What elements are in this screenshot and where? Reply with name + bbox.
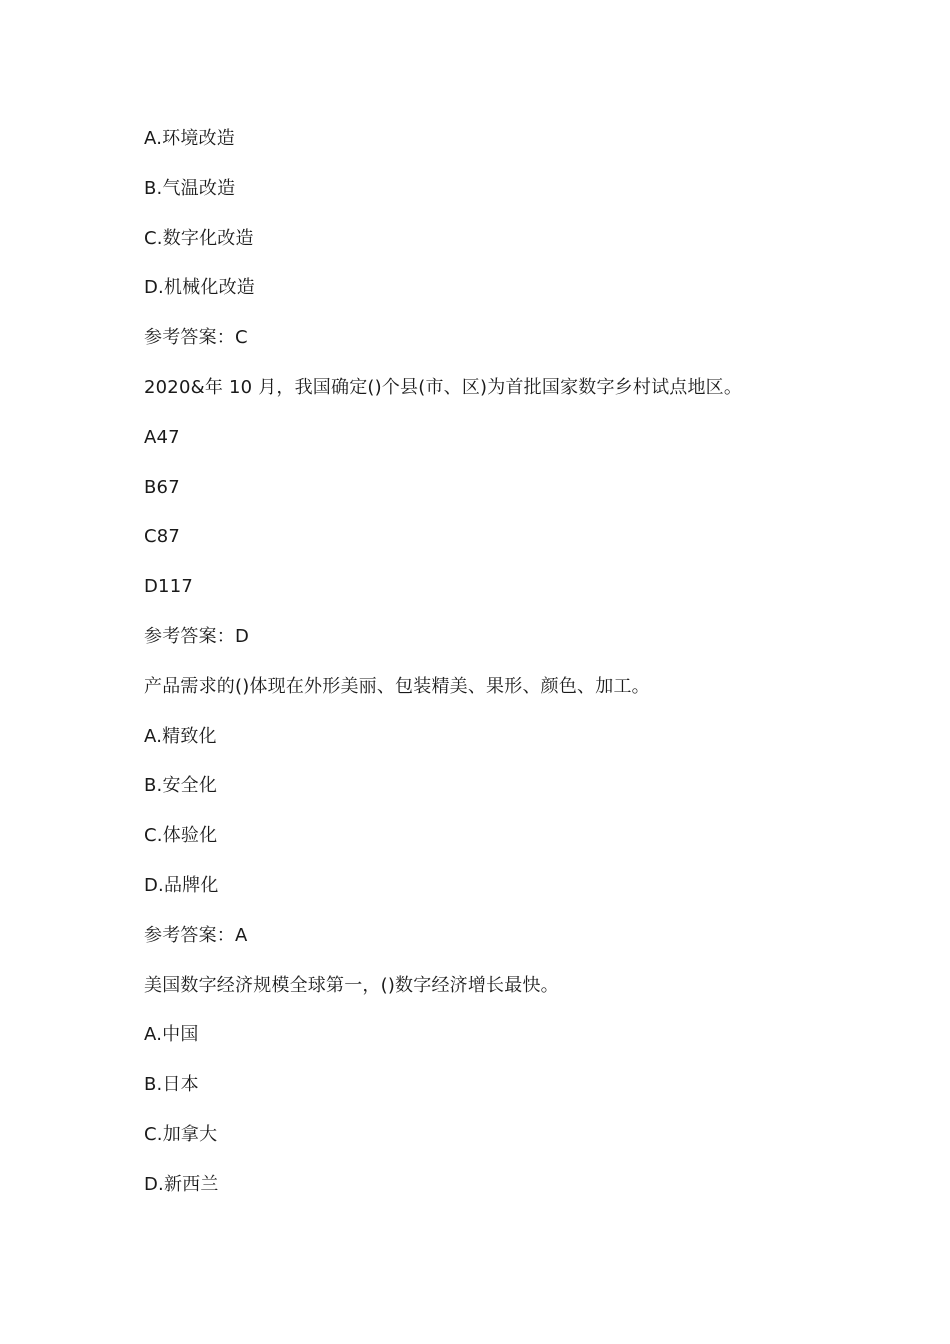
option-line: A.环境改造 (144, 128, 235, 149)
option-line: A.精致化 (144, 725, 217, 747)
answer-line: 参考答案：D (144, 625, 250, 647)
option-line: C.数字化改造 (144, 227, 254, 249)
option-line: C.加拿大 (144, 1123, 218, 1145)
option-line: C87 (144, 526, 181, 548)
question-line: 美国数字经济规模全球第一，()数字经济增长最快。 (144, 974, 559, 996)
answer-line: 参考答案：C (144, 327, 248, 349)
option-line: A47 (144, 426, 180, 448)
option-line: B.日本 (144, 1074, 199, 1096)
option-line: B.安全化 (144, 775, 218, 797)
option-line: D.机械化改造 (144, 277, 255, 299)
answer-line: 参考答案：A (144, 924, 248, 946)
document-body (144, 126, 844, 1222)
option-line: B.气温改造 (144, 177, 236, 199)
option-line: A.中国 (144, 1024, 199, 1046)
option-line: D117 (144, 576, 194, 598)
option-line: D.品牌化 (144, 874, 219, 896)
option-line: B67 (144, 476, 180, 498)
option-line: D.新西兰 (144, 1173, 219, 1195)
question-line: 2020&年 10 月，我国确定()个县(市、区)为首批国家数字乡村试点地区。 (144, 376, 743, 398)
question-line: 产品需求的()体现在外形美丽、包装精美、果形、颜色、加工。 (144, 675, 650, 697)
option-line: C.体验化 (144, 825, 218, 847)
